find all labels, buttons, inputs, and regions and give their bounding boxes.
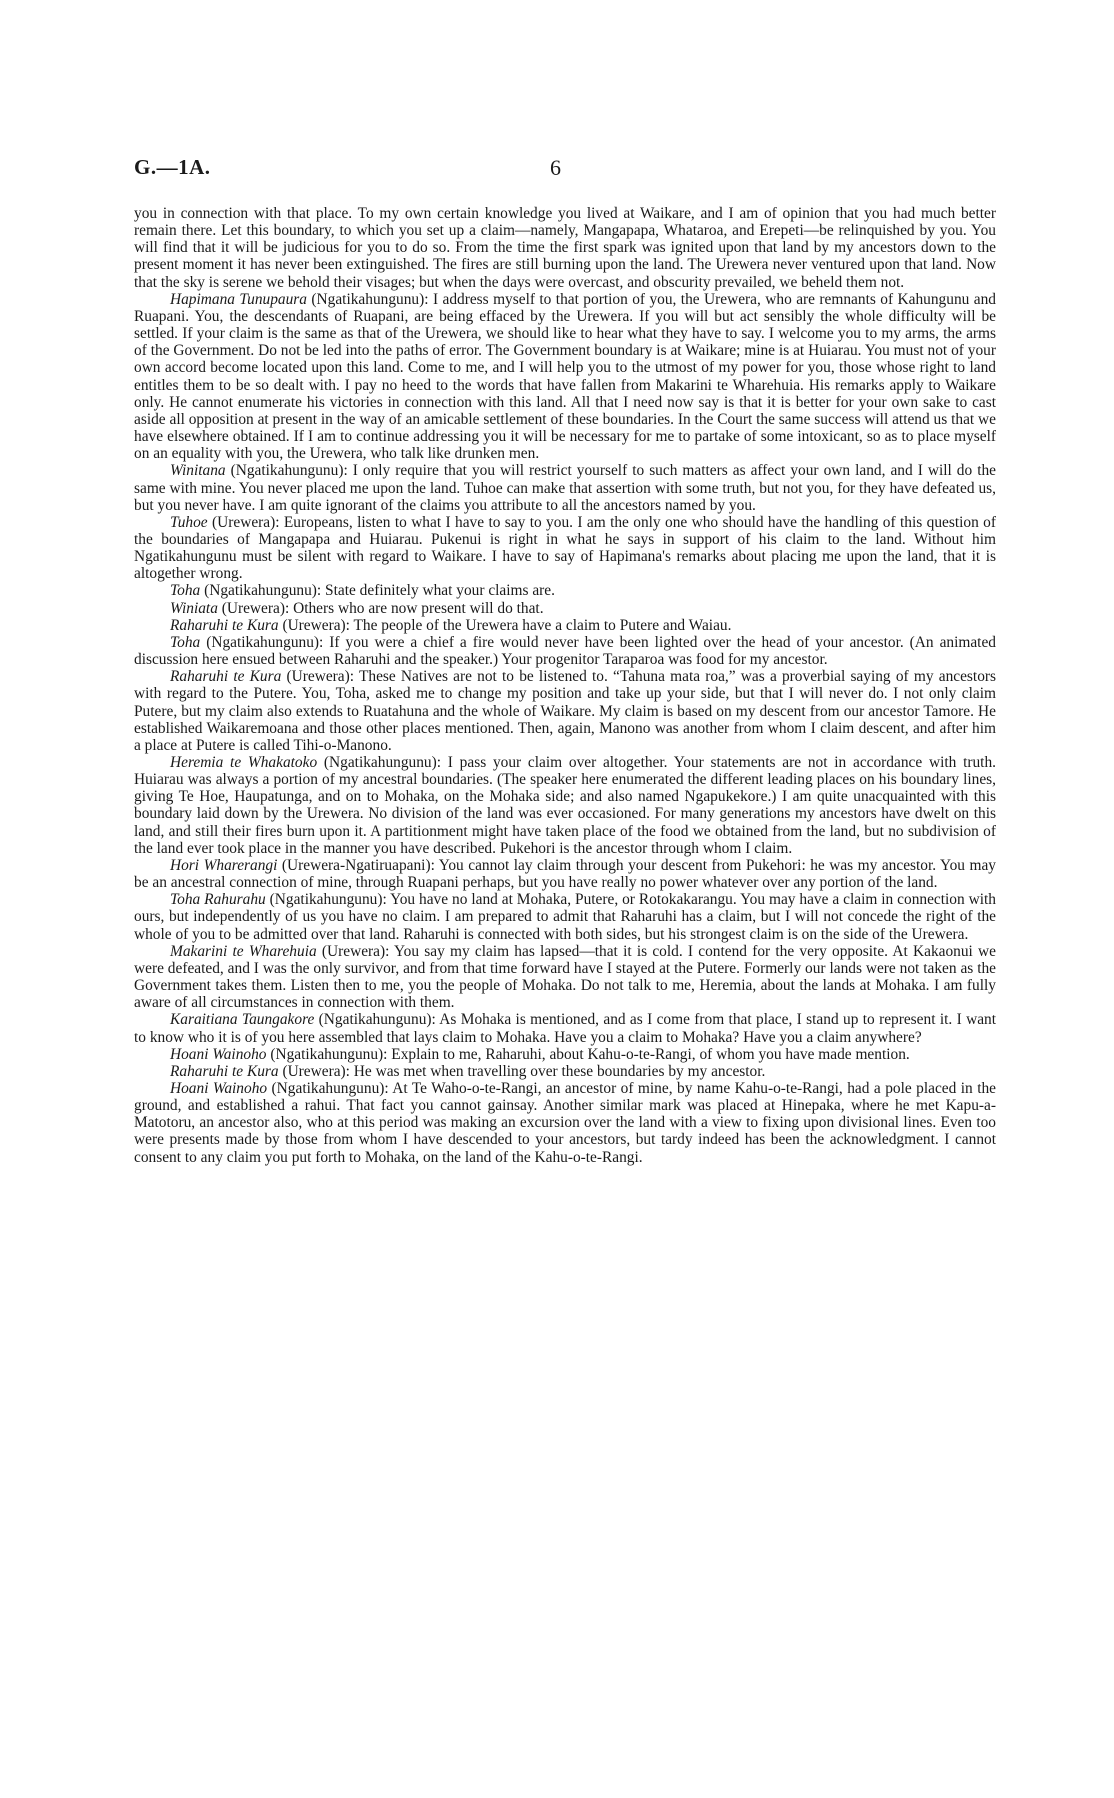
speech-paragraph — [134, 943, 996, 1012]
speech-text: (Ngatikahungunu): I pass your claim over altogether. Your statements are not in accordance with truth. Huiarau was always a portion of my ancestral boundaries. (The speaker here enumerated the different leading places on his boundary lines, giving Te Hoe, Haupatunga, and on to Mohaka, on the Mohaka side; and also named Ngapukekore.) I am quite unacquainted with this boundary laid down by the Urewera. No division of the land was ever occasioned. For many generations my ancestors have dwelt on this land, and still their fires burn upon it. A partitionment might have taken place of the food we obtained from the land, but no subdivision of the land ever took place in the manner you have described. Pukehori is the ancestor through whom I claim. — [134, 754, 996, 857]
speech-text: (Ngatikahungunu): At Te Waho-o-te-Rangi, an ancestor of mine, by name Kahu-o-te-Rangi, had a pole placed in the ground, and established a rahui. That fact you cannot gainsay. Another similar mark was placed at Hinepaka, where he met Kapu-a-Matotoru, an ancestor also, who at this period was making an excursion over the land with a view to fixing upon divisional lines. Even too were presents made by those from whom I have descended to your ancestors, but tardy indeed has been the acknowledgment. I cannot consent to any claim you put forth to Mohaka, on the land of the Kahu-o-te-Rangi. — [134, 1079, 996, 1166]
speech-text: (Ngatikahungunu): I address myself to that portion of you, the Urewera, who are remnants of Kahungunu and Ruapani. You, the descendants of Ruapani, are being effaced by the Urewera. If you will but act sensibly the whole difficulty will be settled. If your claim is the same as that of the Urewera, we should like to hear what they have to say. I welcome you to my arms, the arms of the Government. Do not be led into the paths of error. The Government boundary is at Waikare; mine is at Huiarau. You must not of your own accord become located upon this land. Come to me, and I will help you to the utmost of my power for you, those whose right to land entitles them to be so dealt with. I pay no heed to the words that have fallen from Makarini te Wharehuia. His remarks apply to Waikare only. He cannot enumerate his victories in connection with this land. All that I need now say is that it is better for your own sake to cast aside all opposition at present in the way of an amicable settlement of these boundaries. In the Court the same success will attend us that we have elsewhere obtained. If I am to continue addressing you it will be necessary for me to partake of some intoxicant, so as to place myself on an equality with you, the Urewera, who talk like drunken men. — [134, 290, 996, 463]
speech-text: (Urewera): Europeans, listen to what I have to say to you. I am the only one who should have the handling of this question of the boundaries of Mangapapa and Huiarau. Pukenui is right in what he says in support of his claim to the land. Without him Ngatikahungunu must be silent with regard to Waikare. I have to say of Hapimana's remarks about placing me upon the land, that it is altogether wrong. — [134, 513, 996, 583]
speaker-name: Toha — [170, 582, 201, 600]
speech-paragraph — [134, 857, 996, 891]
speech-paragraph — [134, 634, 996, 668]
speech-paragraph — [134, 1046, 996, 1063]
paragraph-text: you in connection with that place. To my own certain knowledge you lived at Waikare, and I am of opinion that you had much better remain there. Let this boundary, to which you set up a claim—namely, Mangapapa, Whataroa, and Erepeti—be relinquished by you. You will find that it will be judicious for you to do so. From the time the first spark was ignited upon that land by my ancestors down to the present moment it has never been extinguished. The fires are still burning upon the land. The Urewera never ventured upon that land. Now that the sky is serene we behold their visages; but when the days were overcast, and obscurity prevailed, we beheld them not. — [134, 205, 996, 291]
speech-paragraph — [134, 462, 996, 513]
speech-text: (Ngatikahungunu): State definitely what your claims are. — [200, 582, 555, 600]
speaker-name: Raharuhi te Kura — [170, 1062, 279, 1080]
speaker-name: Raharuhi te Kura — [170, 668, 282, 686]
speech-paragraph — [134, 668, 996, 754]
speech-text: (Ngatikahungunu): I only require that you will restrict yourself to such matters as affect your own land, and I will do the same with mine. You never placed me upon the land. Tuhoe can make that assertion with some truth, but not you, for they have defeated us, but you never have. I am quite ignorant of the claims you attribute to all the ancestors named by you. — [134, 462, 996, 514]
speech-paragraph — [134, 582, 996, 599]
speech-text: (Ngatikahungunu): Explain to me, Raharuhi, about Kahu-o-te-Rangi, of whom you have made mention. — [266, 1045, 910, 1063]
speech-text: (Urewera): You say my claim has lapsed—that it is cold. I contend for the very opposite. At Kakaonui we were defeated, and I was the only survivor, and from that time forward have I stayed at the Putere. Formerly our lands were not taken as the Government takes them. Listen then to me, you the people of Mohaka. Do not talk to me, Heremia, about the lands at Mohaka. I am fully aware of all circumstances in connection with them. — [134, 942, 997, 1012]
speech-text: (Urewera): The people of the Urewera have a claim to Putere and Waiau. — [278, 616, 732, 634]
speaker-name: Tuhoe — [170, 513, 208, 531]
speech-paragraph — [134, 1063, 996, 1080]
speaker-name: Hori Wharerangi — [170, 856, 278, 874]
page-header — [134, 155, 994, 185]
speech-paragraph — [134, 617, 996, 634]
speech-paragraph — [134, 754, 996, 857]
speech-text: (Ngatikahungunu): As Mohaka is mentioned, and as I come from that place, I stand up to represent it. I want to know who it is of you here assembled that lays claim to Mohaka. Have you a claim to Mohaka? Have you a claim anywhere? — [134, 1011, 996, 1046]
speech-text: (Ngatikahungunu): You have no land at Mohaka, Putere, or Rotokakarangu. You may have a claim in connection with ours, but independently of us you have no claim. I am prepared to admit that Raharuhi has a claim, but I will not concede the right of the whole of you to be admitted over that land. Raharuhi is connected with both sides, but his strongest claim is on the side of the Urewera. — [134, 891, 996, 943]
speech-paragraph — [134, 600, 996, 617]
speech-text: (Urewera): He was met when travelling over these boundaries by my ancestor. — [278, 1062, 766, 1080]
speaker-name: Hoani Wainoho — [170, 1045, 267, 1063]
speaker-name: Hapimana Tunupaura — [170, 290, 307, 308]
speech-paragraph — [134, 291, 996, 463]
speaker-name: Hoani Wainoho — [170, 1079, 268, 1097]
speech-text: (Urewera): These Natives are not to be listened to. “Tahuna mata roa,” was a proverbial saying of my ancestors with regard to the Putere. You, Toha, asked me to change my position and take up your side, but that I will never do. I not only claim Putere, but my claim also extends to Ruatahuna and the whole of Waikare. My claim is based on my descent from our ancestor Tamore. He established Waikaremoana and those other places mentioned. Then, again, Manono was another from whom I claim descent, and after him a place at Putere is called Tihi-o-Manono. — [134, 668, 997, 754]
speaker-name: Toha — [170, 633, 201, 651]
speaker-name: Heremia te Whakatoko — [170, 754, 318, 771]
speech-paragraph — [134, 1080, 996, 1166]
speaker-name: Makarini te Wharehuia — [170, 942, 317, 960]
speech-text: (Ngatikahungunu): If you were a chief a fire would never have been lighted over the head of your ancestor. (An animated discussion here ensued between Raharuhi and the speaker.) Your progenitor Taraparoa was food for my ancestor. — [134, 633, 996, 669]
speaker-name: Winiata — [170, 599, 218, 617]
page-number: 6 — [550, 155, 561, 180]
document-code: G.—1A. — [134, 155, 211, 179]
speaker-name: Toha Rahurahu — [170, 891, 266, 909]
speech-text: (Urewera-Ngatiruapani): You cannot lay claim through your descent from Pukehori: he was my ancestor. You may be an ancestral connection of mine, through Ruapani perhaps, but you have really no power whatever over any portion of the land. — [134, 856, 996, 892]
paragraph-continuation — [134, 205, 996, 291]
document-body — [134, 205, 996, 1166]
speaker-name: Raharuhi te Kura — [170, 616, 279, 634]
speech-paragraph — [134, 1011, 996, 1045]
speech-paragraph — [134, 891, 996, 942]
speech-text: (Urewera): Others who are now present will do that. — [217, 599, 544, 617]
speaker-name: Karaitiana Taungakore — [170, 1011, 315, 1029]
speaker-name: Winitana — [170, 462, 226, 480]
speech-paragraph — [134, 514, 996, 583]
